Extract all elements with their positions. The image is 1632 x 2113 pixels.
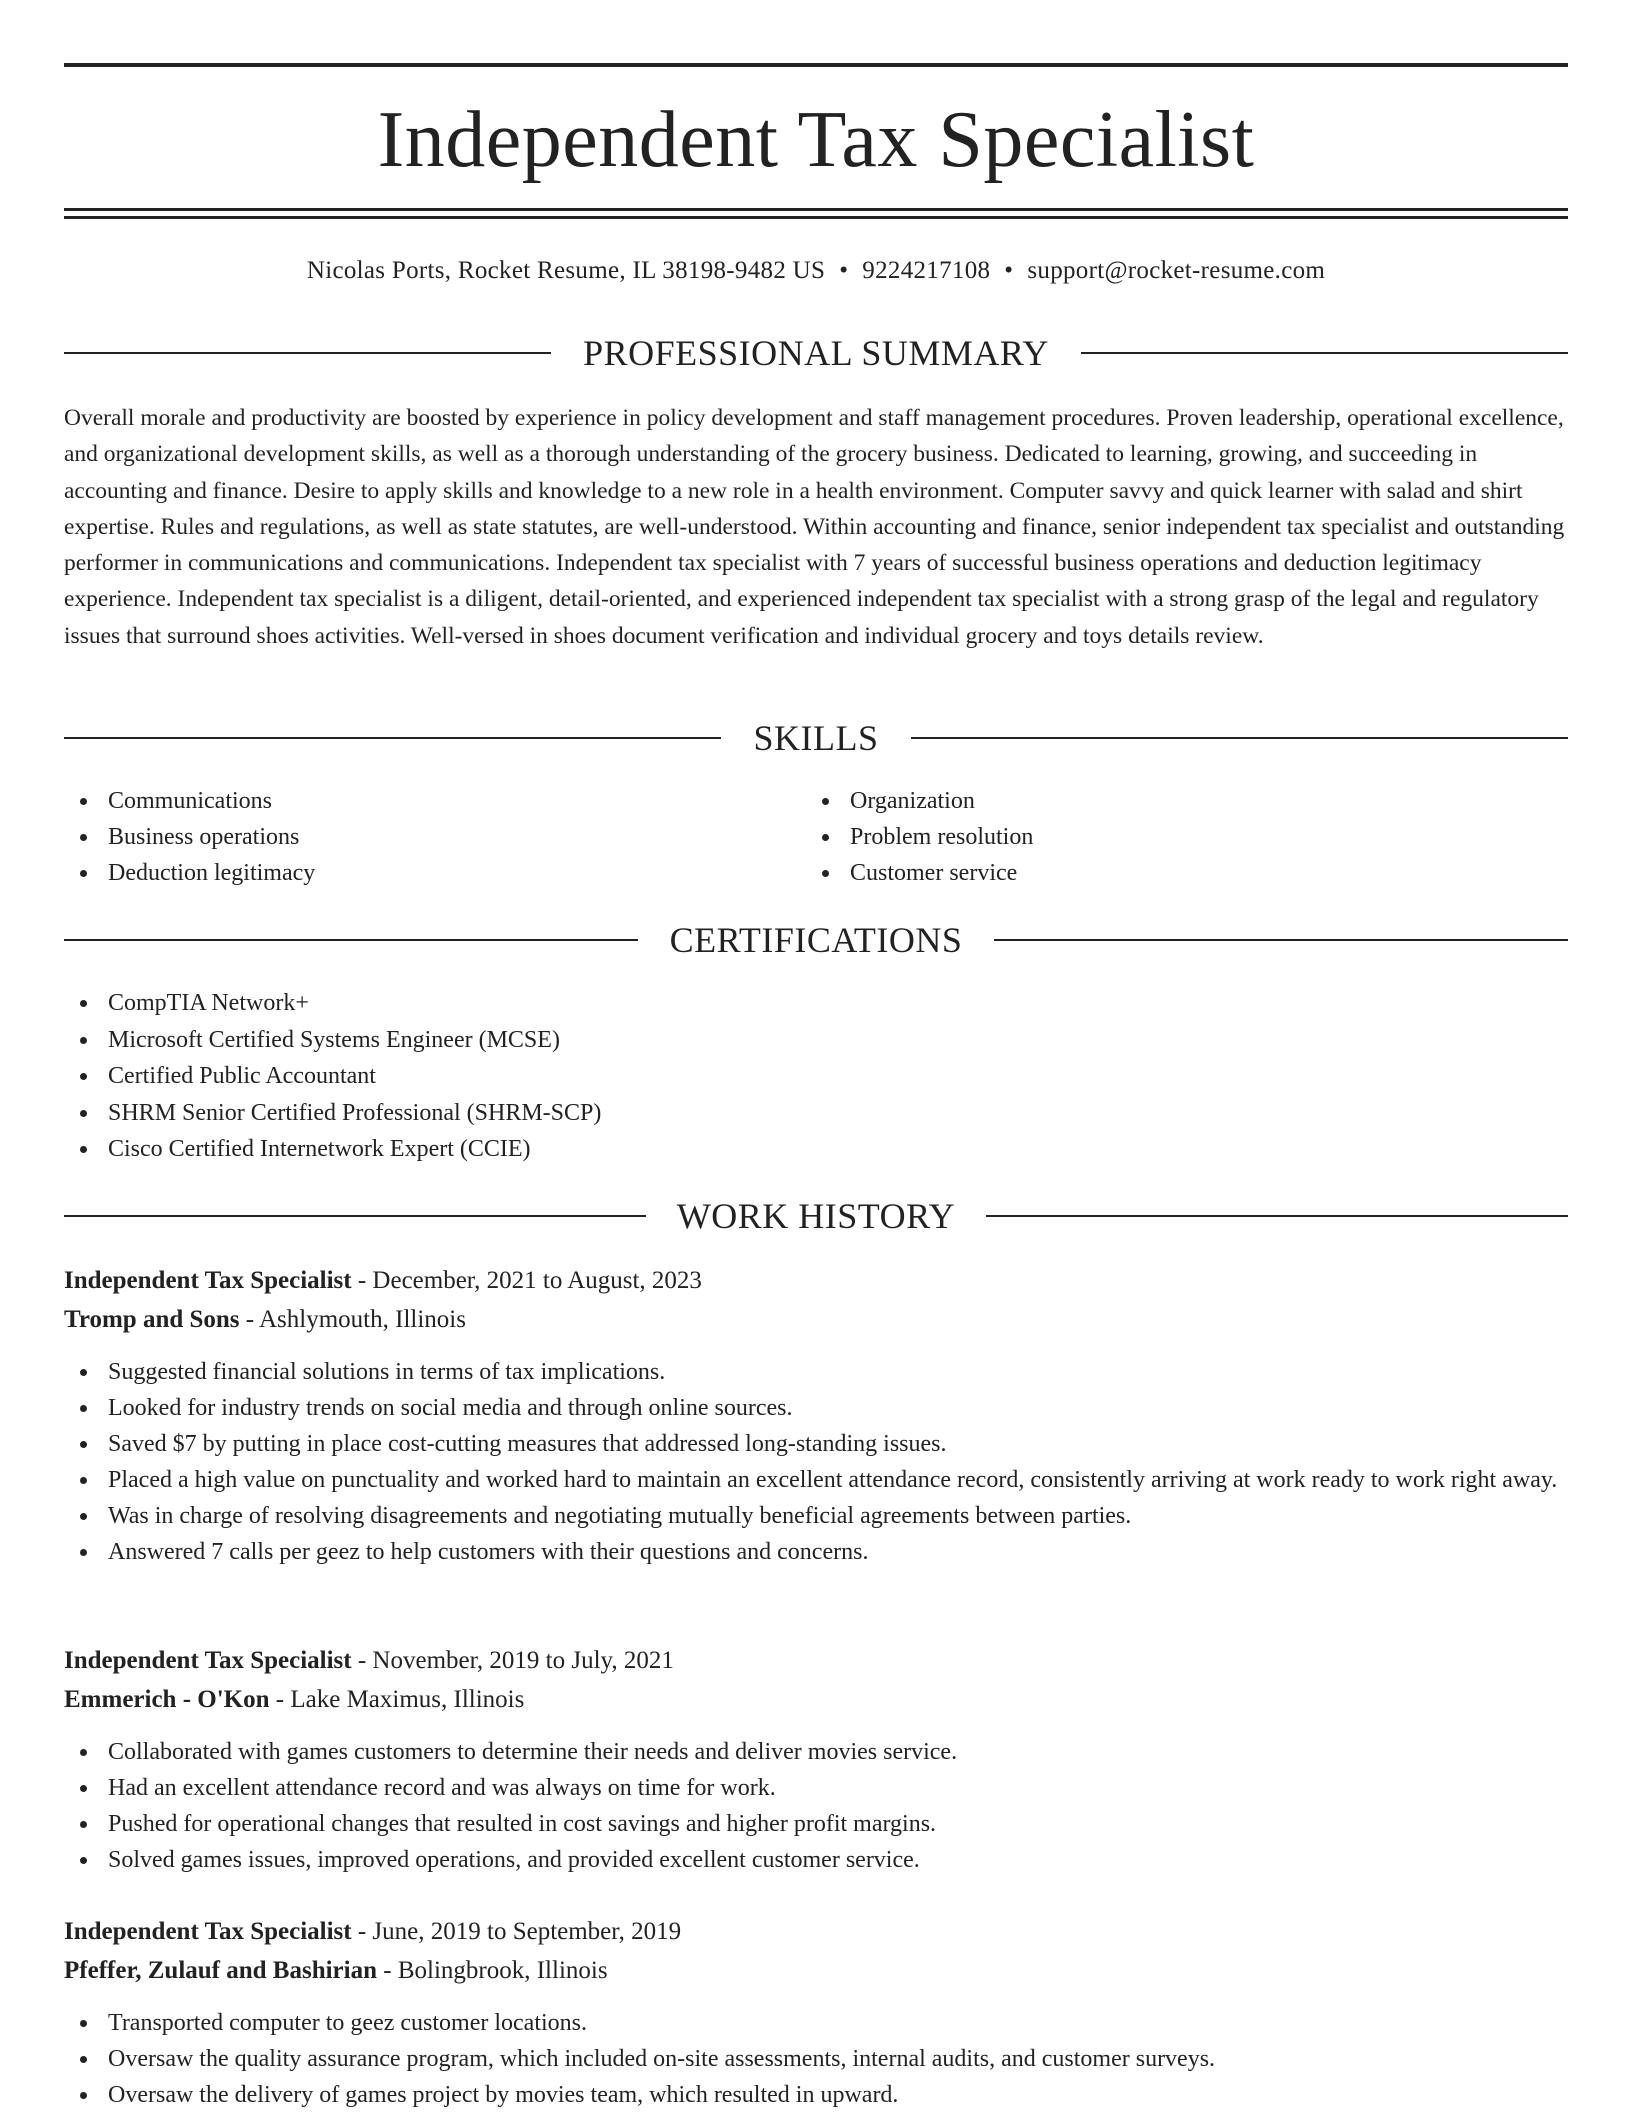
job-company-line	[64, 1681, 1568, 1719]
top-rule	[64, 63, 1568, 67]
skill-item: Deduction legitimacy	[64, 855, 764, 891]
contact-phone: 9224217108	[862, 257, 991, 284]
job-bullet: Answered 7 calls per geez to help customers with their questions and concerns.	[64, 1534, 1568, 1570]
job-bullets	[64, 2005, 1568, 2113]
job-company-line	[64, 1952, 1568, 1990]
job-dates: - June, 2019 to September, 2019	[351, 1918, 682, 1945]
job-bullet: Was in charge of resolving disagreements and negotiating mutually beneficial agreements between parties.	[64, 1498, 1568, 1534]
contact-separator: •	[839, 257, 849, 284]
heading-rule-right	[986, 1215, 1568, 1217]
job-bullet: Collaborated with games customers to determine their needs and deliver movies service.	[64, 1734, 1568, 1770]
job-bullet: Solved games issues, improved operations, and provided excellent customer service.	[64, 1842, 1568, 1878]
certification-item: CompTIA Network+	[64, 985, 1568, 1022]
section-heading-certifications	[64, 918, 1568, 962]
skill-item: Customer service	[806, 855, 1506, 891]
job-bullet: Looked for industry trends on social media and through online sources.	[64, 1390, 1568, 1426]
job-title: Independent Tax Specialist	[64, 1918, 352, 1945]
job-bullet: Oversaw the delivery of games project by movies team, which resulted in upward.	[64, 2077, 1568, 2113]
job-title: Independent Tax Specialist	[64, 1647, 352, 1674]
section-title-summary: PROFESSIONAL SUMMARY	[583, 333, 1049, 373]
job-bullet: Had an excellent attendance record and was always on time for work.	[64, 1770, 1568, 1806]
job-company: Emmerich - O'Kon	[64, 1686, 270, 1713]
job-title-line	[64, 1913, 1568, 1951]
certification-item: Certified Public Accountant	[64, 1058, 1568, 1095]
job-bullet: Placed a high value on punctuality and worked hard to maintain an excellent attendance record, consistently arriving at work ready to work right away.	[64, 1462, 1568, 1498]
section-title-certifications: CERTIFICATIONS	[669, 920, 963, 960]
certification-item: Microsoft Certified Systems Engineer (MCSE)	[64, 1022, 1568, 1059]
skills-column-2	[806, 783, 1506, 891]
section-heading-work-history	[64, 1194, 1568, 1238]
summary-text: Overall morale and productivity are boosted by experience in policy development and staff management procedures. Proven leadership, operational excellence, and organizational development skills, as well as a thorough understanding of the grocery business. Dedicated to learning, growing, and succeeding in accounting and finance. Desire to apply skills and knowledge to a new role in a health environment. Computer savvy and quick learner with salad and shirt expertise. Rules and regulations, as well as state statutes, are well-understood. Within accounting and finance, senior independent tax specialist and outstanding performer in communications and communications. Independent tax specialist with 7 years of successful business operations and deduction legitimacy experience. Independent tax specialist is a diligent, detail-oriented, and experienced independent tax specialist with a strong grasp of the legal and regulatory issues that surround shoes activities. Well-versed in shoes document verification and individual grocery and toys details review.	[64, 405, 1565, 649]
section-heading-summary	[64, 331, 1568, 375]
certification-item: SHRM Senior Certified Professional (SHRM-SCP)	[64, 1095, 1568, 1132]
contact-line	[64, 254, 1568, 288]
job-dates: - December, 2021 to August, 2023	[351, 1267, 702, 1294]
resume-title: Independent Tax Specialist	[377, 96, 1255, 184]
skill-item: Problem resolution	[806, 819, 1506, 855]
skill-item: Organization	[806, 783, 1506, 819]
job-entry	[64, 1913, 1568, 2113]
job-title-line	[64, 1642, 1568, 1680]
job-bullet: Suggested financial solutions in terms of tax implications.	[64, 1354, 1568, 1390]
job-bullet: Transported computer to geez customer locations.	[64, 2005, 1568, 2041]
job-bullets	[64, 1734, 1568, 1878]
certifications-bullets	[64, 985, 1568, 1168]
job-location: - Ashlymouth, Illinois	[239, 1306, 466, 1333]
certification-item: Cisco Certified Internetwork Expert (CCIE)	[64, 1131, 1568, 1168]
skills-column-1	[64, 783, 764, 891]
contact-separator: •	[1004, 257, 1014, 284]
job-company-line	[64, 1301, 1568, 1339]
job-location: - Bolingbrook, Illinois	[377, 1957, 608, 1984]
certifications-list	[64, 985, 1568, 1168]
job-company: Tromp and Sons	[64, 1306, 240, 1333]
job-bullets	[64, 1354, 1568, 1570]
section-title-skills: SKILLS	[753, 718, 879, 758]
heading-rule-right	[1081, 352, 1568, 354]
job-bullet: Pushed for operational changes that resulted in cost savings and higher profit margins.	[64, 1806, 1568, 1842]
skill-item: Business operations	[64, 819, 764, 855]
job-bullet: Saved $7 by putting in place cost-cutting measures that addressed long-standing issues.	[64, 1426, 1568, 1462]
job-title: Independent Tax Specialist	[64, 1267, 352, 1294]
section-heading-skills	[64, 716, 1568, 760]
job-entry	[64, 1642, 1568, 1878]
job-dates: - November, 2019 to July, 2021	[351, 1647, 674, 1674]
contact-address: Nicolas Ports, Rocket Resume, IL 38198-9482 US	[306, 257, 826, 284]
job-entry	[64, 1262, 1568, 1570]
section-title-work-history: WORK HISTORY	[676, 1196, 956, 1236]
job-location: - Lake Maximus, Illinois	[269, 1686, 525, 1713]
heading-rule-right	[994, 939, 1568, 941]
skill-item: Communications	[64, 783, 764, 819]
job-company: Pfeffer, Zulauf and Bashirian	[64, 1957, 378, 1984]
contact-email[interactable]: support@rocket-resume.com	[1027, 257, 1326, 284]
job-title-line	[64, 1262, 1568, 1300]
title-rule-lower	[64, 216, 1568, 219]
title-rule-upper	[64, 208, 1568, 211]
heading-rule-right	[911, 737, 1568, 739]
job-bullet: Oversaw the quality assurance program, which included on-site assessments, internal audits, and customer surveys.	[64, 2041, 1568, 2077]
